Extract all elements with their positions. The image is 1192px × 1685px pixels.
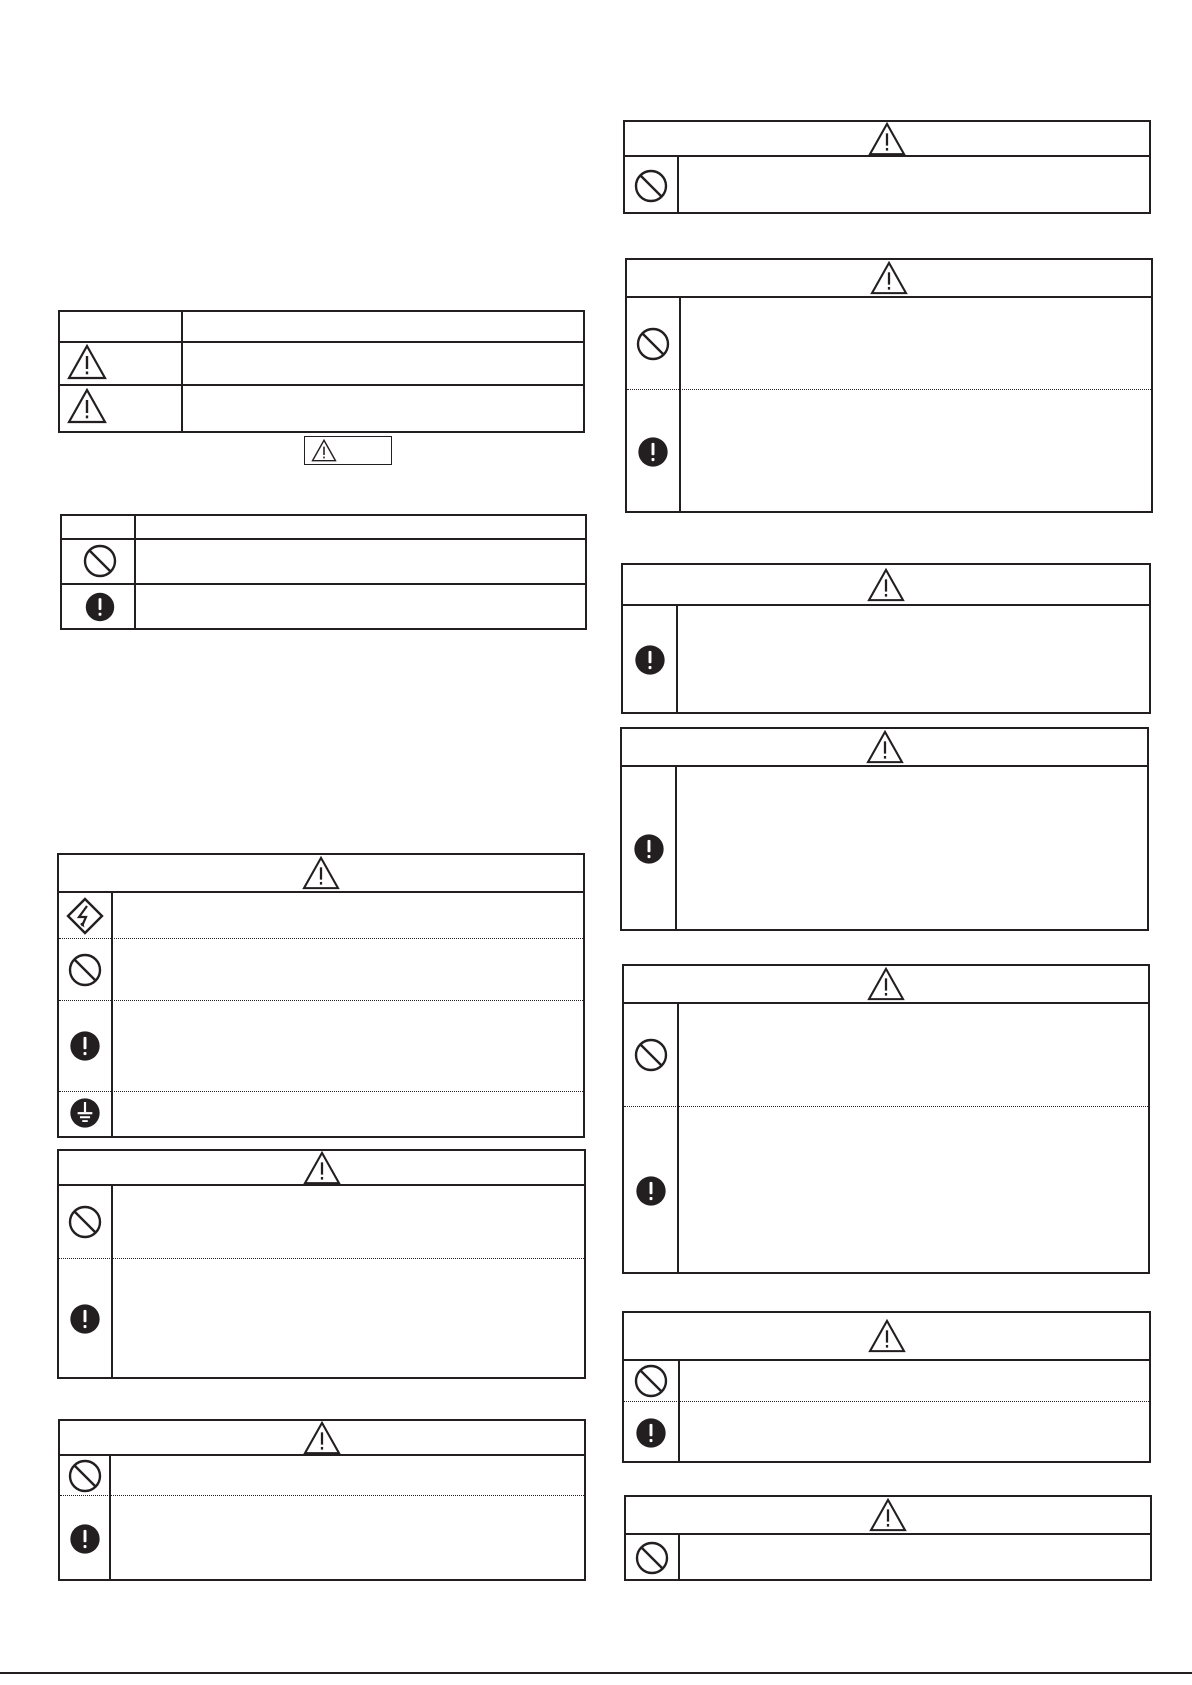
mandatory-exclamation-icon — [68, 1522, 101, 1555]
warning-triangle-icon — [870, 261, 908, 295]
prohibited-icon — [635, 326, 671, 362]
warning-triangle-icon — [67, 388, 107, 424]
safety-notice-row — [625, 157, 1149, 214]
prohibited-icon — [633, 1363, 669, 1399]
safety-notice-box — [621, 563, 1151, 714]
warning-triangle-icon — [868, 1319, 906, 1353]
safety-notice-header — [625, 122, 1149, 157]
safety-notice-box — [622, 1311, 1151, 1463]
warning-triangle-icon — [311, 439, 337, 462]
mandatory-exclamation-icon — [637, 435, 670, 468]
mandatory-exclamation-icon — [632, 833, 665, 866]
safety-notice-row — [624, 1401, 1149, 1463]
safety-notice-header — [624, 966, 1148, 1004]
safety-notice-row — [59, 893, 583, 938]
safety-notice-box — [57, 1149, 586, 1379]
prohibited-icon — [634, 1540, 670, 1576]
safety-notice-header — [622, 729, 1147, 767]
safety-notice-header — [626, 1497, 1150, 1535]
safety-notice-header — [624, 1313, 1149, 1361]
safety-notice-row — [624, 1106, 1148, 1274]
safety-notice-row — [627, 298, 1151, 389]
safety-notice-row — [622, 767, 1147, 931]
safety-notice-row — [60, 1495, 584, 1581]
safety-notice-box — [625, 258, 1153, 513]
safety-notice-header — [627, 260, 1151, 298]
pictogram-legend-header — [62, 516, 585, 538]
safety-notice-header — [60, 1421, 584, 1456]
prohibited-icon — [82, 543, 118, 579]
safety-notice-row — [59, 938, 583, 1000]
mandatory-exclamation-icon — [634, 1174, 667, 1207]
warning-triangle-icon — [866, 730, 904, 764]
warning-triangle-icon — [867, 967, 905, 1001]
safety-notice-header — [59, 1151, 584, 1186]
prohibited-icon — [633, 168, 669, 204]
safety-notice-box — [623, 120, 1151, 214]
warning-triangle-icon — [869, 1498, 907, 1532]
safety-notice-row — [60, 1456, 584, 1495]
earth-ground-icon — [69, 1097, 102, 1130]
warning-triangle-icon — [868, 122, 906, 156]
warning-triangle-icon — [303, 1421, 341, 1455]
signal-word-legend-table — [58, 310, 585, 433]
warning-triangle-icon — [67, 344, 107, 380]
safety-notice-row — [627, 389, 1151, 513]
safety-notice-row — [59, 1258, 584, 1379]
safety-notice-row — [626, 1535, 1150, 1581]
mandatory-exclamation-icon — [633, 644, 666, 677]
safety-notice-row — [624, 1361, 1149, 1401]
warning-triangle-icon — [867, 568, 905, 602]
safety-notice-header — [623, 565, 1149, 606]
signal-word-legend-header — [60, 312, 583, 341]
pictogram-legend-table — [60, 514, 587, 630]
mandatory-exclamation-icon — [69, 1303, 102, 1336]
safety-notice-box — [58, 1419, 586, 1581]
mandatory-exclamation-icon — [84, 591, 116, 623]
safety-notice-box — [620, 727, 1149, 931]
prohibited-icon — [67, 1458, 103, 1494]
mandatory-exclamation-icon — [635, 1416, 668, 1449]
safety-notice-box — [622, 964, 1150, 1274]
prohibited-icon — [67, 952, 103, 988]
electric-shock-icon — [65, 896, 105, 936]
prohibited-icon — [67, 1204, 103, 1240]
safety-notice-row — [59, 1091, 583, 1134]
mandatory-exclamation-icon — [69, 1030, 102, 1063]
safety-notice-box — [624, 1495, 1152, 1581]
page-bottom-rule — [0, 1672, 1192, 1674]
safety-notice-row — [59, 1186, 584, 1258]
safety-notice-row — [59, 1000, 583, 1091]
warning-triangle-icon — [303, 1151, 341, 1185]
safety-notice-row — [623, 606, 1149, 714]
safety-notice-header — [59, 855, 583, 893]
safety-notice-row — [624, 1004, 1148, 1106]
safety-notice-box — [57, 853, 585, 1138]
inline-caution-marker — [304, 436, 392, 465]
prohibited-icon — [633, 1037, 669, 1073]
warning-triangle-icon — [302, 856, 340, 890]
